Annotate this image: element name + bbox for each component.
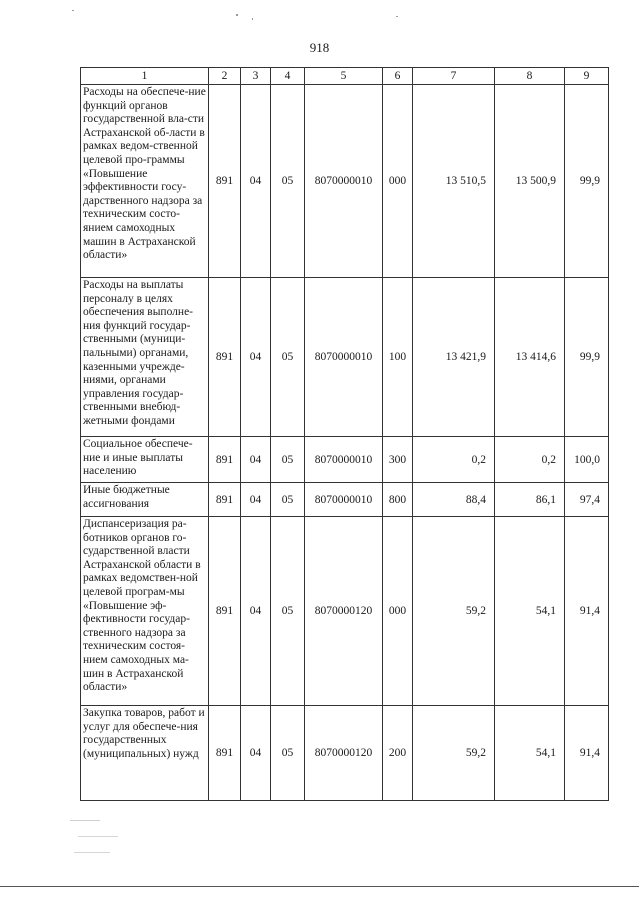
row-name: Расходы на обеспече-ние функций органов государственной вла-сти Астраханской об-ласти в рамках ведом-ственной целевой про-граммы «Повышение эффективности госу-дарственного надзора за техническим состо-янием самоходных машин в Астраханской области» [81,85,209,278]
cell-percent: 91,4 [565,706,609,801]
header-cell: 4 [271,68,305,85]
cell-executed: 86,1 [495,483,565,517]
scan-speck [70,820,100,821]
cell-planned: 59,2 [413,517,495,706]
cell-percent: 91,4 [565,517,609,706]
cell-executed: 54,1 [495,517,565,706]
cell-percent: 100,0 [565,437,609,483]
cell-subsection: 05 [271,278,305,437]
scan-speck [78,836,118,837]
cell-target-article: 8070000120 [305,706,383,801]
header-row [81,68,609,85]
page-bottom-edge [0,886,639,887]
cell-planned: 0,2 [413,437,495,483]
cell-subsection: 05 [271,706,305,801]
table-row [81,517,609,706]
scan-speck [396,16,398,17]
cell-section: 04 [241,517,271,706]
cell-expense-type: 000 [383,517,413,706]
cell-target-article: 8070000120 [305,517,383,706]
cell-target-article: 8070000010 [305,85,383,278]
cell-expense-type: 200 [383,706,413,801]
cell-expense-type: 100 [383,278,413,437]
page-number: 918 [309,40,330,55]
table-row [81,85,609,278]
cell-percent: 99,9 [565,85,609,278]
row-name: Диспансеризация ра-ботников органов го-сударственной власти Астраханской области в рамках ведомствен-ной целевой програм-мы «Повышение эф-фективности государ-ственного надзора за техническим состоя-нием самоходных ма-шин в Астраханской области» [81,517,209,706]
cell-executed: 54,1 [495,706,565,801]
cell-code: 891 [209,483,241,517]
cell-executed: 13 414,6 [495,278,565,437]
row-name: Расходы на выплаты персоналу в целях обеспечения выполне-ния функций государ-ственными (муници-пальными) органами, казенными учрежде-ниями, органами управления государ-ственными внебюд-жетными фондами [81,278,209,437]
scan-speck [236,14,238,16]
header-cell: 3 [241,68,271,85]
cell-code: 891 [209,85,241,278]
cell-expense-type: 300 [383,437,413,483]
cell-executed: 0,2 [495,437,565,483]
header-cell: 8 [495,68,565,85]
cell-expense-type: 800 [383,483,413,517]
row-name: Социальное обеспече-ние и иные выплаты населению [81,437,209,483]
header-cell: 5 [305,68,383,85]
cell-executed: 13 500,9 [495,85,565,278]
scan-speck [74,852,110,853]
cell-code: 891 [209,278,241,437]
cell-target-article: 8070000010 [305,278,383,437]
cell-planned: 59,2 [413,706,495,801]
cell-section: 04 [241,85,271,278]
cell-percent: 97,4 [565,483,609,517]
cell-subsection: 05 [271,483,305,517]
cell-code: 891 [209,706,241,801]
cell-planned: 13 421,9 [413,278,495,437]
cell-code: 891 [209,437,241,483]
table-row [81,706,609,801]
scan-speck [252,18,253,20]
table-row [81,437,609,483]
scan-speck [72,10,74,11]
cell-section: 04 [241,706,271,801]
header-cell: 6 [383,68,413,85]
table-row [81,278,609,437]
header-cell: 7 [413,68,495,85]
cell-section: 04 [241,483,271,517]
header-cell: 9 [565,68,609,85]
cell-code: 891 [209,517,241,706]
cell-expense-type: 000 [383,85,413,278]
table-row [81,483,609,517]
cell-subsection: 05 [271,437,305,483]
row-name: Иные бюджетные ассигнования [81,483,209,517]
cell-percent: 99,9 [565,278,609,437]
cell-planned: 13 510,5 [413,85,495,278]
cell-subsection: 05 [271,85,305,278]
budget-table [80,67,609,801]
header-cell: 2 [209,68,241,85]
row-name: Закупка товаров, работ и услуг для обеспече-ния государственных (муниципальных) нужд [81,706,209,801]
cell-subsection: 05 [271,517,305,706]
cell-section: 04 [241,437,271,483]
header-cell: 1 [81,68,209,85]
cell-target-article: 8070000010 [305,437,383,483]
cell-planned: 88,4 [413,483,495,517]
cell-target-article: 8070000010 [305,483,383,517]
cell-section: 04 [241,278,271,437]
